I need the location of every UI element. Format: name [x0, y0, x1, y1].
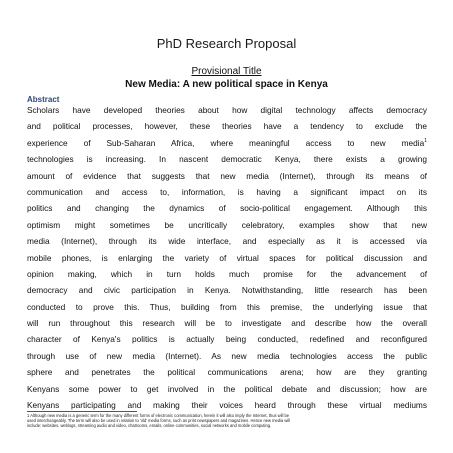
footnote — [27, 413, 427, 428]
abstract-line: character of Kenya's politics is actually being conducted, redefined and reconfigured — [27, 334, 427, 345]
abstract-line: Kenyans participating and making their voices heard through these virtual mediums — [27, 400, 427, 411]
provisional-title-label: Provisional Title — [191, 66, 262, 77]
abstract-line: optimism might sometimes be uncritically celebratory, examples show that new — [27, 219, 427, 230]
abstract-heading: Abstract — [27, 95, 60, 104]
abstract-line: sphere and penetrates the political communications arena; how are they granting — [27, 367, 427, 378]
abstract-line: politics and changing the dynamics of socio-political engagement. Although this — [27, 203, 427, 214]
abstract-line: through use of new media (Internet). As new media technologies access the public — [27, 350, 427, 361]
footnote-marker: 1 — [424, 138, 427, 145]
document-title: PhD Research Proposal — [156, 36, 297, 51]
footnote-divider — [27, 411, 137, 412]
abstract-line: will run throughout this research will be to investigate and describe how the overall — [27, 318, 427, 329]
abstract-line-with-footnote — [27, 135, 427, 151]
abstract-line: media (Internet), through its wide interface, and especially as it is accessed via — [27, 236, 427, 247]
footnote-line: used interchangeably. The term will also be used in relation to 'old' media forms, such as print newspapers and magazines. Hence new media will — [27, 418, 291, 423]
abstract-line: mobile phones, is enlarging the variety of virtual spaces for political discussion and — [27, 252, 427, 263]
footnote-line: include: websites, weblogs, streaming audio and video, chatrooms, emails, online communities, social networks and mobile computing. — [27, 423, 272, 428]
abstract-line: amount of evidence that suggests that new media (Internet), through its means of — [27, 170, 427, 181]
abstract-body — [27, 102, 427, 413]
footnote-line: 1 Although new media is a generic term for the many different forms of electronic communication, herein it will also imply the Internet, thus will be — [27, 413, 290, 418]
abstract-line: opinion making, which in turn holds much promise for the advancement of — [27, 268, 427, 279]
abstract-line-text: experience of Sub-Saharan Africa, where meaningful access to new media — [27, 137, 425, 148]
abstract-line: Scholars have developed theories about how digital technology affects democracy — [27, 105, 427, 115]
abstract-line: and political processes, however, these theories have a tendency to exclude the — [27, 121, 427, 132]
main-title: New Media: A new political space in Kenya — [125, 79, 328, 90]
abstract-line: technologies is increasing. In nascent democratic Kenya, there exists a growing — [27, 154, 427, 165]
abstract-line: democracy and civic participation in Kenya. Notwithstanding, little research has been — [27, 285, 427, 296]
abstract-line: conducted to prove this. Thus, building from this premise, the underlying issue that — [27, 301, 427, 312]
abstract-line: communication and access to, information, is having a significant impact on its — [27, 186, 427, 197]
abstract-line: Kenyans some power to get involved in the political debate and discussion; how are — [27, 383, 427, 394]
